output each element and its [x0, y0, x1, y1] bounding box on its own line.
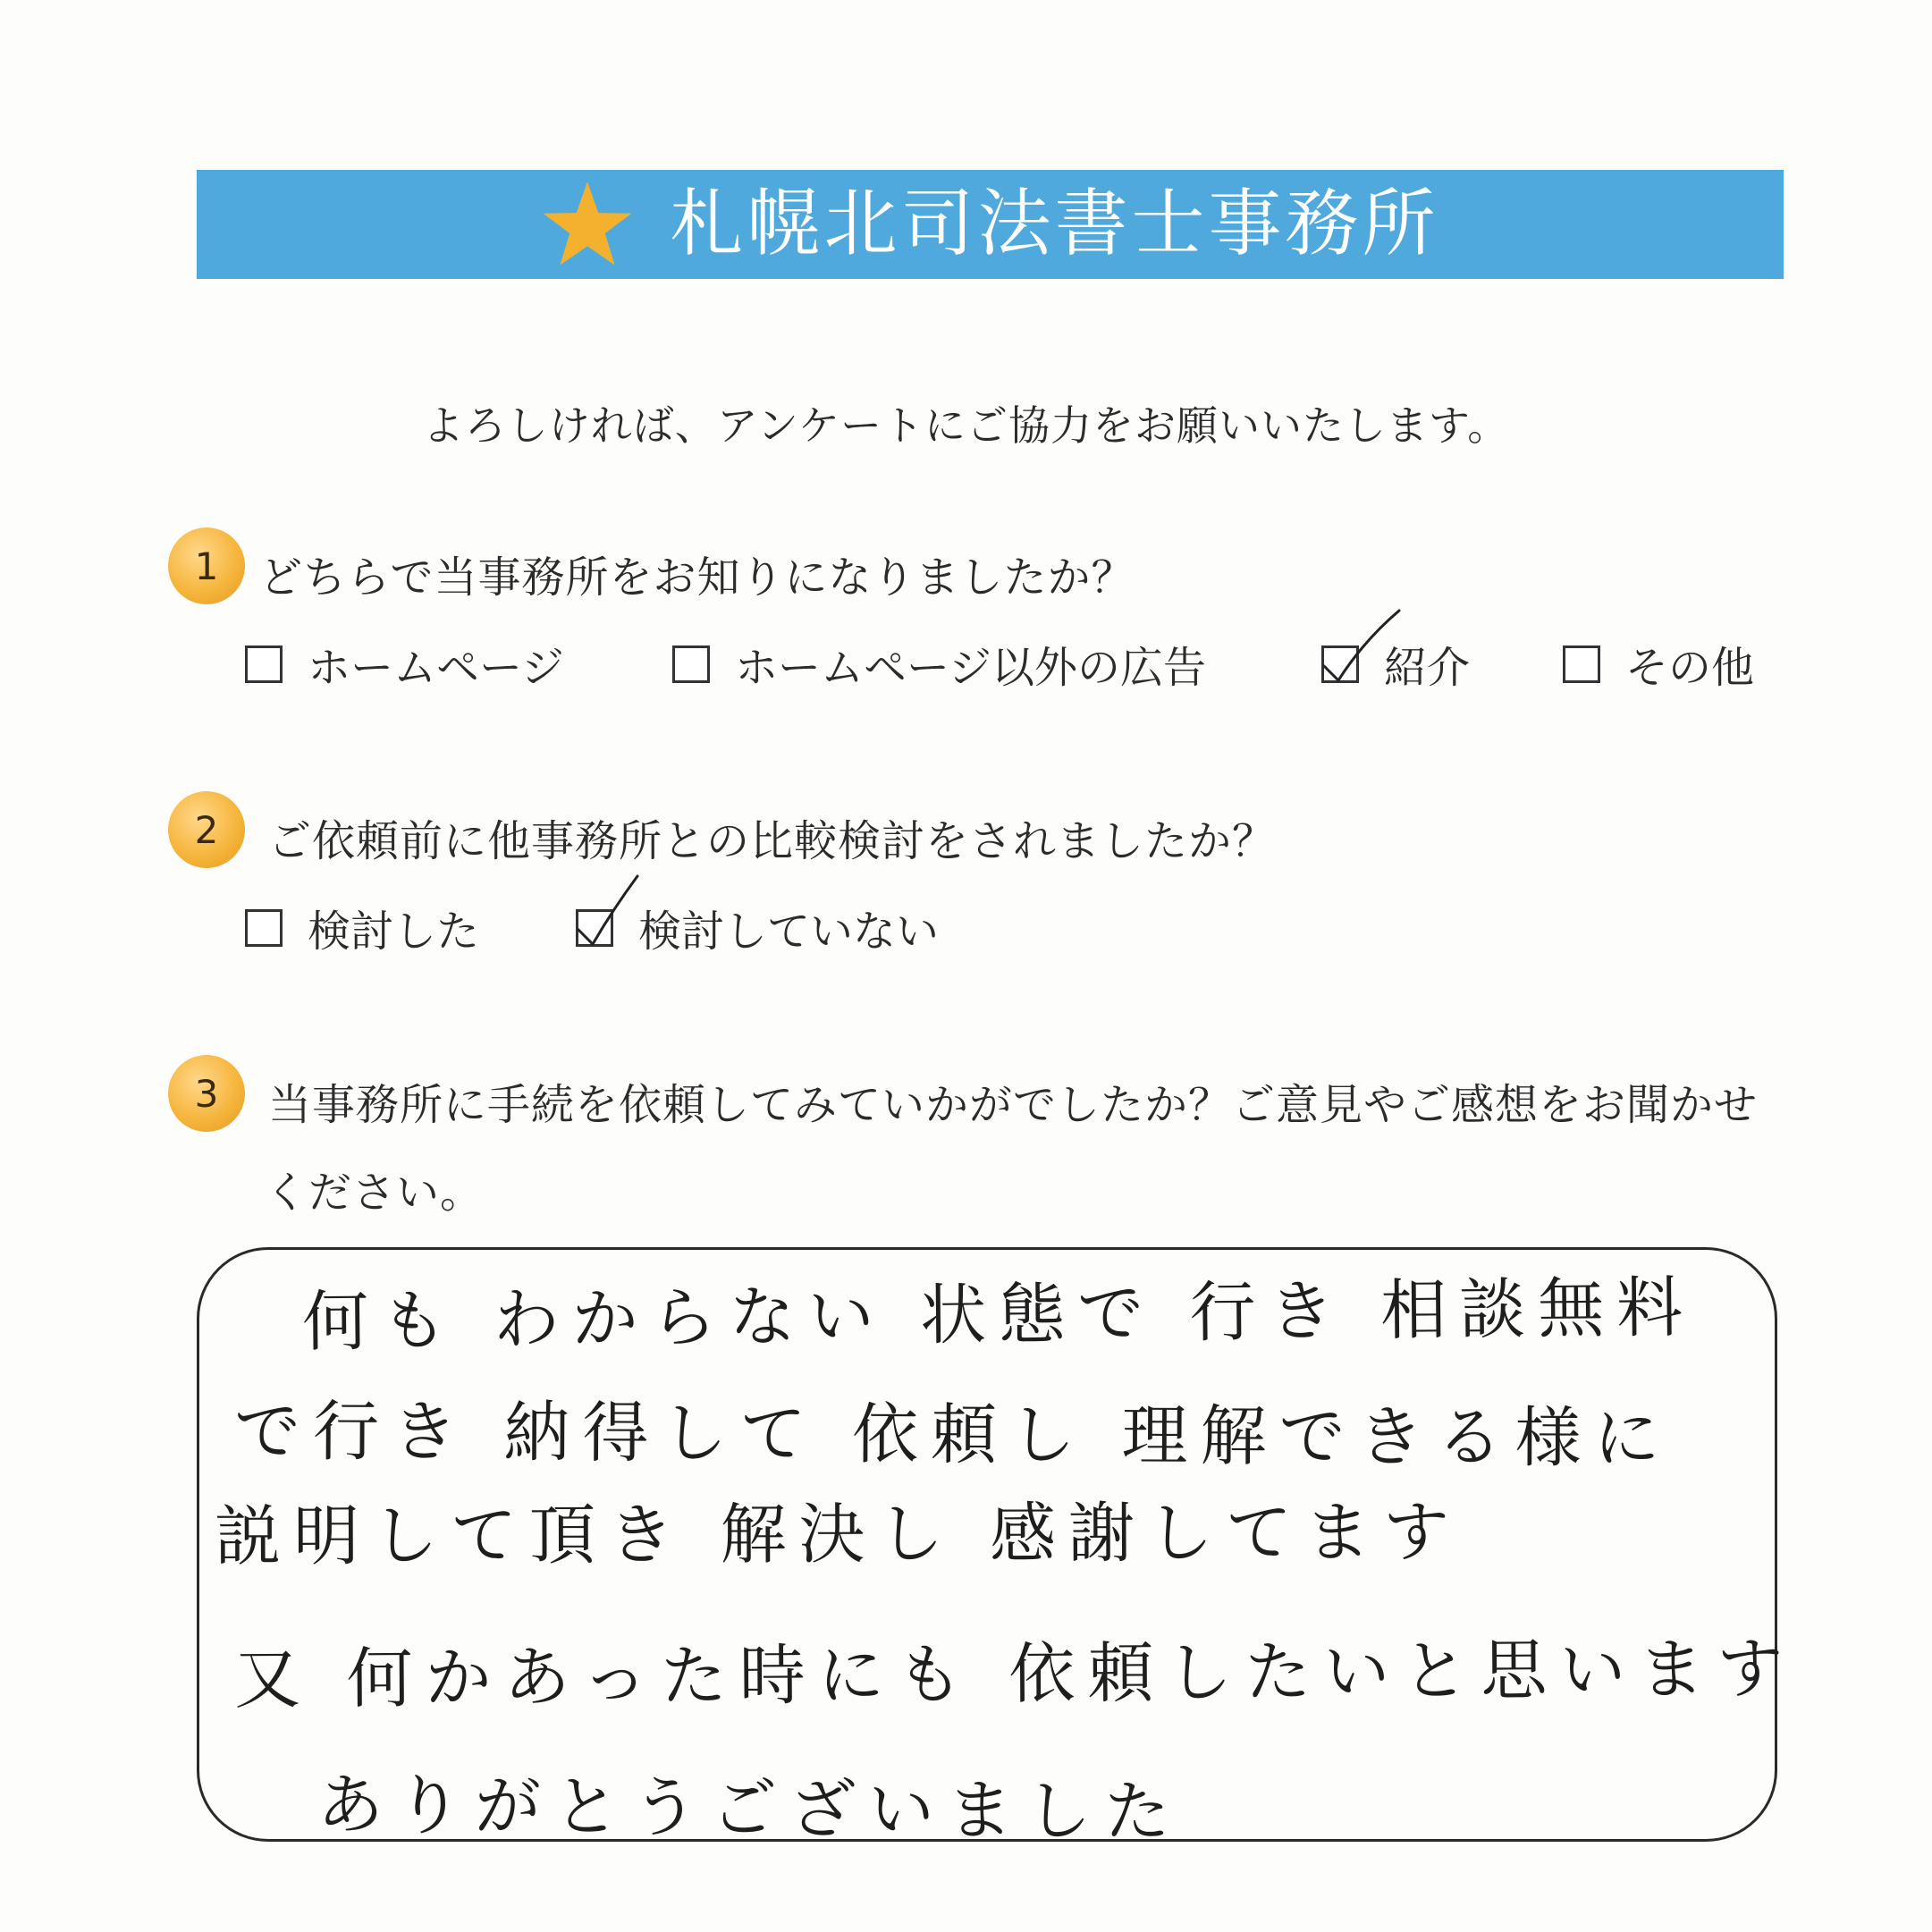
question-3-text-line2: ください。 [265, 1168, 485, 1218]
header-banner [197, 170, 1784, 279]
question-3-badge: 3 [168, 1055, 245, 1132]
checkbox-referral[interactable] [1321, 645, 1359, 683]
checkbox-other[interactable] [1563, 645, 1600, 683]
handwritten-line-2: で行き 納得して 依頼し 理解できる様に [233, 1393, 1673, 1478]
question-2-text: ご依頼前に他事務所との比較検討をされましたか？ [268, 816, 1277, 866]
checkbox-not-compared[interactable] [576, 909, 613, 947]
check-mark-icon [573, 869, 671, 958]
handwritten-line-3: 説明して頂き 解決し 感謝してます [214, 1494, 1463, 1575]
intro-text: よろしければ、アンケートにご協力をお願いいたします。 [422, 401, 1510, 450]
handwritten-line-5: ありがとうございました [316, 1767, 1184, 1852]
question-2-badge: 2 [168, 791, 245, 868]
option-label: 検討していない [638, 907, 940, 957]
option-other-ads[interactable] [672, 633, 1206, 695]
checkbox-homepage[interactable] [245, 645, 283, 683]
check-mark-icon [1319, 605, 1417, 695]
option-label: 検討した [308, 907, 480, 957]
option-compared[interactable] [245, 897, 479, 958]
checkbox-compared[interactable] [245, 909, 283, 947]
question-1-badge: 1 [168, 527, 245, 604]
option-other[interactable] [1563, 633, 1754, 695]
question-1-text: どちらで当事務所をお知りになりましたか？ [259, 553, 1135, 603]
office-name: 札幌北司法書士事務所 [670, 181, 1439, 266]
question-3-text-line1: 当事務所に手続を依頼してみていかがでしたか？ご意見やご感想をお聞かせ [268, 1080, 1759, 1130]
option-homepage[interactable] [245, 633, 564, 695]
star-icon [541, 178, 634, 271]
option-label: その他 [1625, 643, 1755, 693]
handwritten-line-1: 何も わからない 状態で 行き 相談無料 [301, 1269, 1696, 1361]
checkbox-other-ads[interactable] [672, 645, 710, 683]
handwritten-line-4: 又 何かあった時にも 依頼したいと思います [233, 1630, 1796, 1718]
option-label: ホームページ以外の広告 [735, 643, 1207, 693]
option-label: 紹介 [1384, 643, 1471, 693]
option-referral[interactable] [1321, 633, 1470, 695]
option-not-compared[interactable] [576, 897, 939, 958]
option-label: ホームページ [308, 643, 565, 693]
